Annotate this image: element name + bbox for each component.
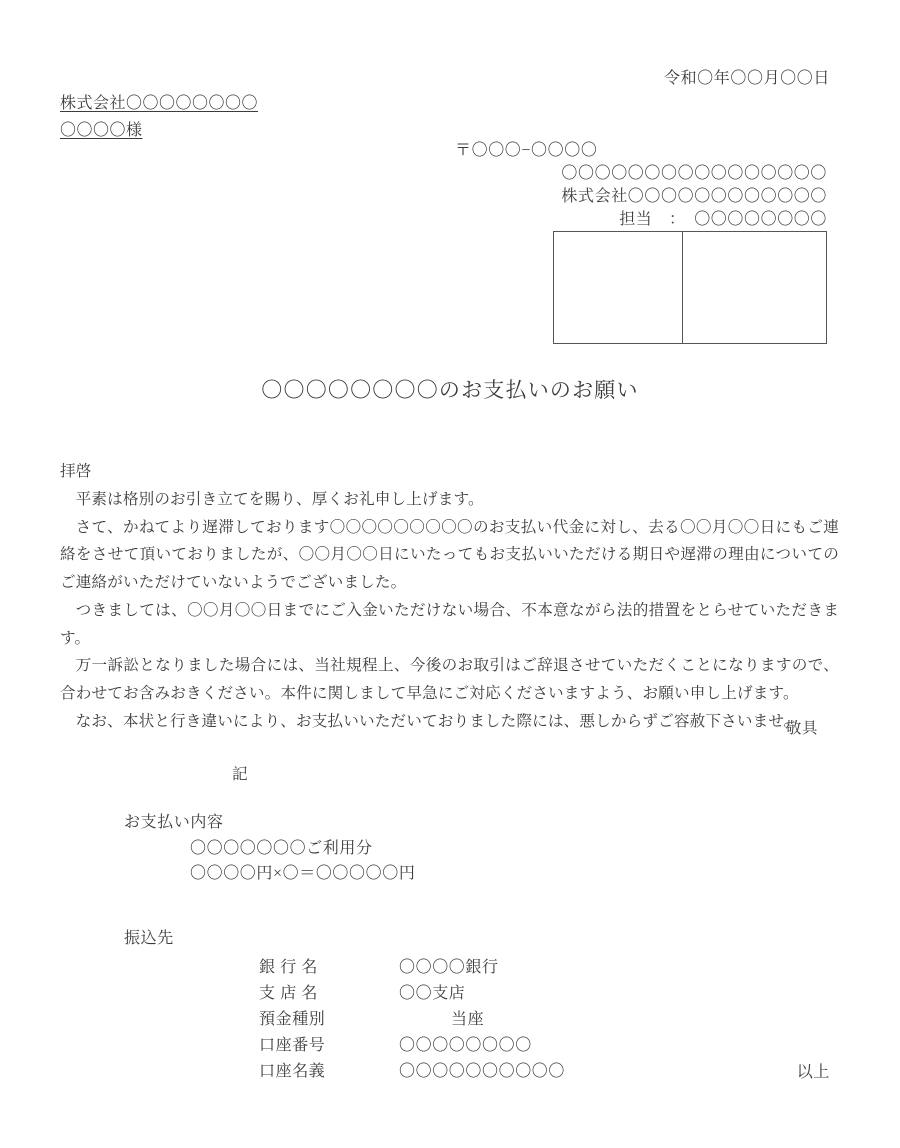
table-row (259, 980, 565, 1006)
table-row (259, 1006, 565, 1032)
sender-contact-person: 担当 ： 〇〇〇〇〇〇〇〇 (619, 211, 827, 228)
seal-box-cell-right (683, 232, 826, 343)
body-paragraph-2: さて、かねてより遅滞しております〇〇〇〇〇〇〇〇〇のお支払い代金に対し、去る〇〇月〇〇日にもご連絡をさせて頂いておりましたが、〇〇月〇〇日にいたってもお支払いいただける期日や遅滞の理由についてのご連絡がいただけていないようでございました。 (60, 518, 839, 591)
closing-ijou: 以上 (796, 1064, 830, 1081)
document-body (60, 458, 839, 736)
bank-row-label: 支 店 名 (259, 985, 319, 1002)
body-paragraph-1: 平素は格別のお引き立てを賜り、厚くお礼申し上げます。 (75, 490, 484, 508)
payment-details-section (124, 809, 415, 885)
bank-row-value: 当座 (451, 1011, 485, 1028)
payment-details-heading: お支払い内容 (124, 814, 224, 831)
body-paragraph-4: 万一訴訟となりました場合には、当社規程上、今後のお取引はご辞退させていただくことになりますので、合わせてお含みおきください。本件に関しまして早急にご対応くださいますよう、お願い申し上げます。 (60, 657, 839, 702)
table-row (259, 1032, 565, 1058)
ki-mark: 記 (231, 766, 249, 783)
sender-company: 株式会社〇〇〇〇〇〇〇〇〇〇〇〇 (561, 188, 827, 205)
recipient-person: 〇〇〇〇様 (60, 122, 143, 139)
body-paragraph-5: なお、本状と行き違いにより、お支払いいただいておりました際には、悪しからずご容赦下さいませ。 (75, 712, 800, 730)
sender-postal-code: 〒〇〇〇−〇〇〇〇 (455, 142, 598, 159)
bank-row-value: 〇〇〇〇〇〇〇〇 (399, 1037, 532, 1054)
body-paragraph-3: つきましては、〇〇月〇〇日までにご入金いただけない場合、不本意ながら法的措置をとらせていただきます。 (60, 601, 839, 647)
bank-row-label: 口座番号 (259, 1037, 326, 1054)
bank-row-value: 〇〇支店 (399, 985, 466, 1002)
page-title: 〇〇〇〇〇〇〇〇のお支払いのお願い (261, 378, 639, 402)
body-salutation: 拝啓 (60, 463, 92, 480)
transfer-destination-heading: 振込先 (124, 930, 174, 947)
payment-detail-line-1: 〇〇〇〇〇〇〇ご利用分 (190, 840, 373, 857)
bank-row-label: 口座名義 (259, 1063, 326, 1080)
sender-address: 〇〇〇〇〇〇〇〇〇〇〇〇〇〇〇〇 (561, 165, 827, 182)
sender-block (455, 137, 827, 229)
bank-row-label: 銀 行 名 (259, 959, 319, 976)
bank-row-label: 預金種別 (259, 1011, 326, 1028)
recipient-block (60, 90, 258, 144)
bank-row-value: 〇〇〇〇〇〇〇〇〇〇 (399, 1063, 566, 1080)
table-row (259, 954, 565, 980)
closing-keigu: 敬具 (785, 720, 818, 737)
seal-box (553, 231, 827, 344)
seal-box-cell-left (554, 232, 683, 343)
payment-detail-line-2: 〇〇〇〇円×〇＝〇〇〇〇〇円 (190, 865, 416, 882)
document-date: 令和〇年〇〇月〇〇日 (663, 70, 830, 87)
bank-row-value: 〇〇〇〇銀行 (399, 959, 499, 976)
recipient-company: 株式会社〇〇〇〇〇〇〇〇 (60, 95, 259, 112)
